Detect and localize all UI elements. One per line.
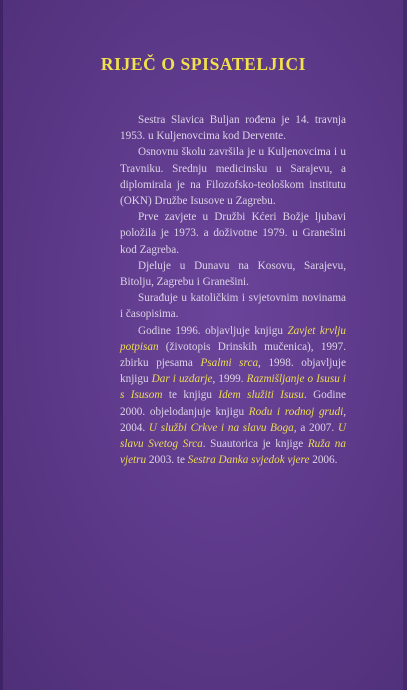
bio-text: Djeluje u Dunavu na Kosovu, Sarajevu, Bitolju, Zagrebu i Granešini. [120, 259, 346, 289]
bio-text: Osnovnu školu završila je u Kuljenovcima i u Travniku. Srednju medicinsku u Sarajevu, a diplomirala je na Filozofsko-teološkom institutu (OKN) Družbe Isusove u Zagrebu. [120, 146, 346, 208]
book-title: U službi Crkve i na slavu Boga [148, 421, 294, 434]
author-biography [120, 112, 346, 468]
bio-paragraph [120, 323, 346, 469]
book-title: Psalmi srca [200, 357, 259, 370]
bio-text: Prve zavjete u Družbi Kćeri Božje ljubavi položila je 1973. a doživotne 1979. u Granešini kod Zagreba. [120, 211, 346, 256]
bio-text: . Suautorica je knjige [202, 438, 308, 451]
section-title: RIJEČ O SPISATELJICI [100, 54, 307, 74]
bio-text: 2003. te [146, 454, 188, 467]
bio-text: 2006. [309, 454, 338, 467]
bio-text: Godine 1996. objavljuje knjigu [138, 324, 288, 337]
bio-text: , a 2007. [293, 421, 338, 434]
cover-edge-right [403, 0, 407, 690]
book-title: Razmišljanje o Isusu i s Isusom [120, 373, 347, 402]
book-title: Dar i uzdarje [151, 373, 213, 386]
bio-paragraph [120, 290, 346, 322]
book-title: Idem služiti Isusu [218, 389, 304, 402]
bio-text: . Godine 2000. objelodanjuje knjigu [120, 389, 347, 418]
book-title: Ruža na vjetru [120, 438, 346, 467]
bio-paragraph [120, 209, 346, 258]
book-title: Rodu i rodnoj grudi [248, 405, 344, 418]
cover-edge-left [0, 0, 3, 690]
bio-text: , 1998. objavljuje knjigu [120, 357, 346, 386]
book-title: U slavu Svetog Srca [120, 421, 347, 451]
bio-text: , 1999. [212, 373, 247, 386]
bio-text: Surađuje u katoličkim i svjetovnim novinama i časopisima. [120, 292, 346, 321]
bio-text: Sestra Slavica Buljan rođena je 14. travnja 1953. u Kuljenovcima kod Dervente. [120, 114, 346, 143]
book-title: Sestra Danka svjedok vjere [187, 454, 310, 467]
bio-text: te knjigu [162, 389, 219, 402]
bio-text: (životopis Drinskih mučenica), 1997. zbirku pjesama [120, 340, 346, 370]
book-title: Zavjet krvlju potpisan [120, 324, 346, 353]
bio-text: , 2004. [120, 405, 346, 434]
bio-paragraph [120, 112, 346, 144]
bio-paragraph [120, 258, 346, 290]
bio-paragraph [120, 144, 346, 209]
